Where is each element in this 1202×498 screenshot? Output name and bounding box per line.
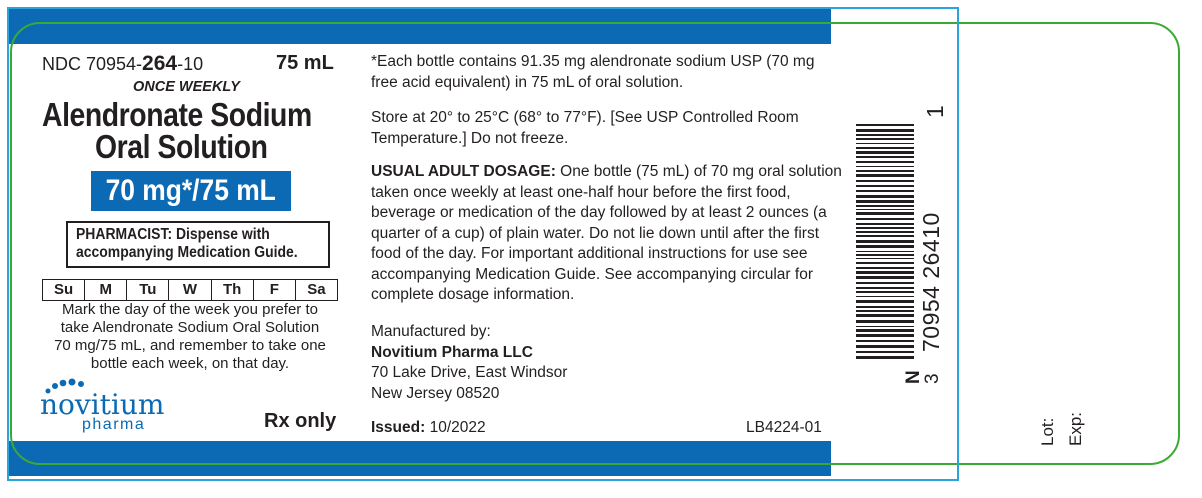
barcode-bar [856,300,914,303]
reminder-line: take Alendronate Sodium Oral Solution [60,319,320,336]
novitium-logo [40,378,180,434]
barcode-bar [856,334,914,337]
reminder-text [40,301,340,373]
barcode-bar [856,134,914,136]
dosage-first-line-rest: One bottle (75 mL) of 70 mg oral solution [555,163,842,180]
rx-only: Rx only [264,410,337,432]
dosage-first-line [371,162,842,183]
storage-statement [371,108,799,149]
logo-name: novitium [40,388,165,421]
barcode-bar [856,326,914,328]
barcode-bar [856,138,914,140]
day-of-week-grid [42,279,338,301]
ndc-product-code: 264 [142,52,178,75]
pharmacist-line-1: PHARMACIST: Dispense with [76,226,270,243]
barcode-bar [856,314,914,317]
day-f[interactable]: F [254,280,296,300]
dosage-line: beverage or medication of the day followed by at least 2 ounces (a [371,204,827,221]
issued-value: 10/2022 [425,419,486,436]
barcode-bar [856,190,914,192]
manufacturer-name: Novitium Pharma LLC [371,343,533,361]
manufacturer-block [371,322,567,404]
barcode-bar [856,276,914,279]
barcode-bar [856,340,914,342]
barcode-bar [856,209,914,211]
barcode-bar [856,129,914,132]
barcode-bar [856,351,914,353]
frequency: ONCE WEEKLY [133,79,240,95]
barcode-bar [856,240,914,243]
lot-label: Lot: [1038,417,1057,446]
barcode-marker: N [903,370,924,384]
barcode-bar [856,235,914,237]
contents-line: *Each bottle contains 91.35 mg alendronate sodium USP (70 mg [371,53,815,70]
barcode-bar [856,170,914,172]
dosage-statement [371,162,842,306]
dosage-line: complete dosage information. [371,286,575,303]
dosage-line: quarter of a cup) of plain water. Do not lie down until after the first [371,224,820,242]
dosage-line: taken once weekly at least one-half hour before the first food, [371,183,791,201]
barcode-bar [856,124,914,126]
barcode-bar [856,143,914,145]
barcode-bar [856,195,914,198]
day-th[interactable]: Th [212,280,254,300]
barcode-bar [856,271,914,274]
issued-date [371,418,486,439]
barcode-bar [856,356,914,359]
barcode-bar [856,254,914,256]
dosage-line: accompanying Medication Guide. See accompanying circular for [371,265,813,283]
day-su[interactable]: Su [43,280,85,300]
barcode-bar [856,147,914,149]
day-sa[interactable]: Sa [307,281,326,298]
reminder-line: Mark the day of the week you prefer to [62,301,318,318]
barcode-bar [856,329,914,332]
barcode-bar [856,267,914,269]
barcode-bar [856,218,914,220]
dosage-line: food of the day. For important additional instructions for use see [371,245,808,262]
exp-label: Exp: [1066,411,1085,446]
ndc-prefix: NDC 70954- [42,54,143,74]
barcode-bar [856,291,914,293]
barcode-digit-left: 3 [922,373,943,384]
reminder-line: bottle each week, on that day. [90,355,290,372]
barcode-bar [856,185,914,187]
barcode-bar [856,245,914,248]
barcode-bar [856,200,914,203]
barcode-bar [856,156,914,158]
label-code: LB4224-01 [746,419,822,436]
logo-sub: pharma [82,416,146,433]
barcode-digit-right: 1 [922,105,948,118]
storage-line: Store at 20° to 25°C (68° to 77°F). [See USP Controlled Room [371,109,799,126]
barcode-bar [856,166,914,168]
barcode [856,124,914,361]
pharmacist-notice [66,221,330,268]
barcode-bar [856,320,914,323]
ndc-suffix: -10 [177,54,204,74]
drug-name-line-1: Alendronate Sodium [42,96,312,133]
volume: 75 mL [276,52,334,74]
barcode-bar [856,262,914,264]
day-tu[interactable]: Tu [127,280,169,300]
barcode-bar [856,180,914,182]
storage-line: Temperature.] Do not freeze. [371,129,569,147]
day-m[interactable]: M [85,280,127,300]
barcode-bar [856,306,914,308]
manufactured-by-label: Manufactured by: [371,323,491,340]
barcode-bar [856,310,914,312]
barcode-bar [856,282,914,284]
barcode-bar [856,258,914,260]
dosage-heading: USUAL ADULT DOSAGE: [371,163,556,180]
barcode-digits-main: 70954 26410 [918,212,944,352]
ndc-number [42,52,203,76]
barcode-bar [856,223,914,225]
reminder-line: 70 mg/75 mL, and remember to take one [54,337,326,354]
address-line-2: New Jersey 08520 [371,384,500,402]
barcode-bar [856,287,914,289]
contents-statement [371,52,814,93]
barcode-bar [856,345,914,348]
pharmacist-line-2: accompanying Medication Guide. [76,244,298,261]
barcode-bar [856,227,914,229]
day-w[interactable]: W [169,280,211,300]
barcode-bar [856,205,914,207]
drug-name-line-2: Oral Solution [95,128,268,165]
barcode-bar [856,231,914,233]
barcode-bar [856,161,914,163]
barcode-bar [856,296,914,298]
contents-line: free acid equivalent) in 75 mL of oral solution. [371,73,684,91]
strength-text: 70 mg*/75 mL [105,174,277,207]
barcode-bar [856,212,914,215]
strength-badge [91,171,291,211]
issued-label: Issued: [371,419,426,436]
address-line-1: 70 Lake Drive, East Windsor [371,364,568,381]
barcode-bar [856,151,914,154]
barcode-bar [856,174,914,177]
barcode-bar [856,251,914,253]
